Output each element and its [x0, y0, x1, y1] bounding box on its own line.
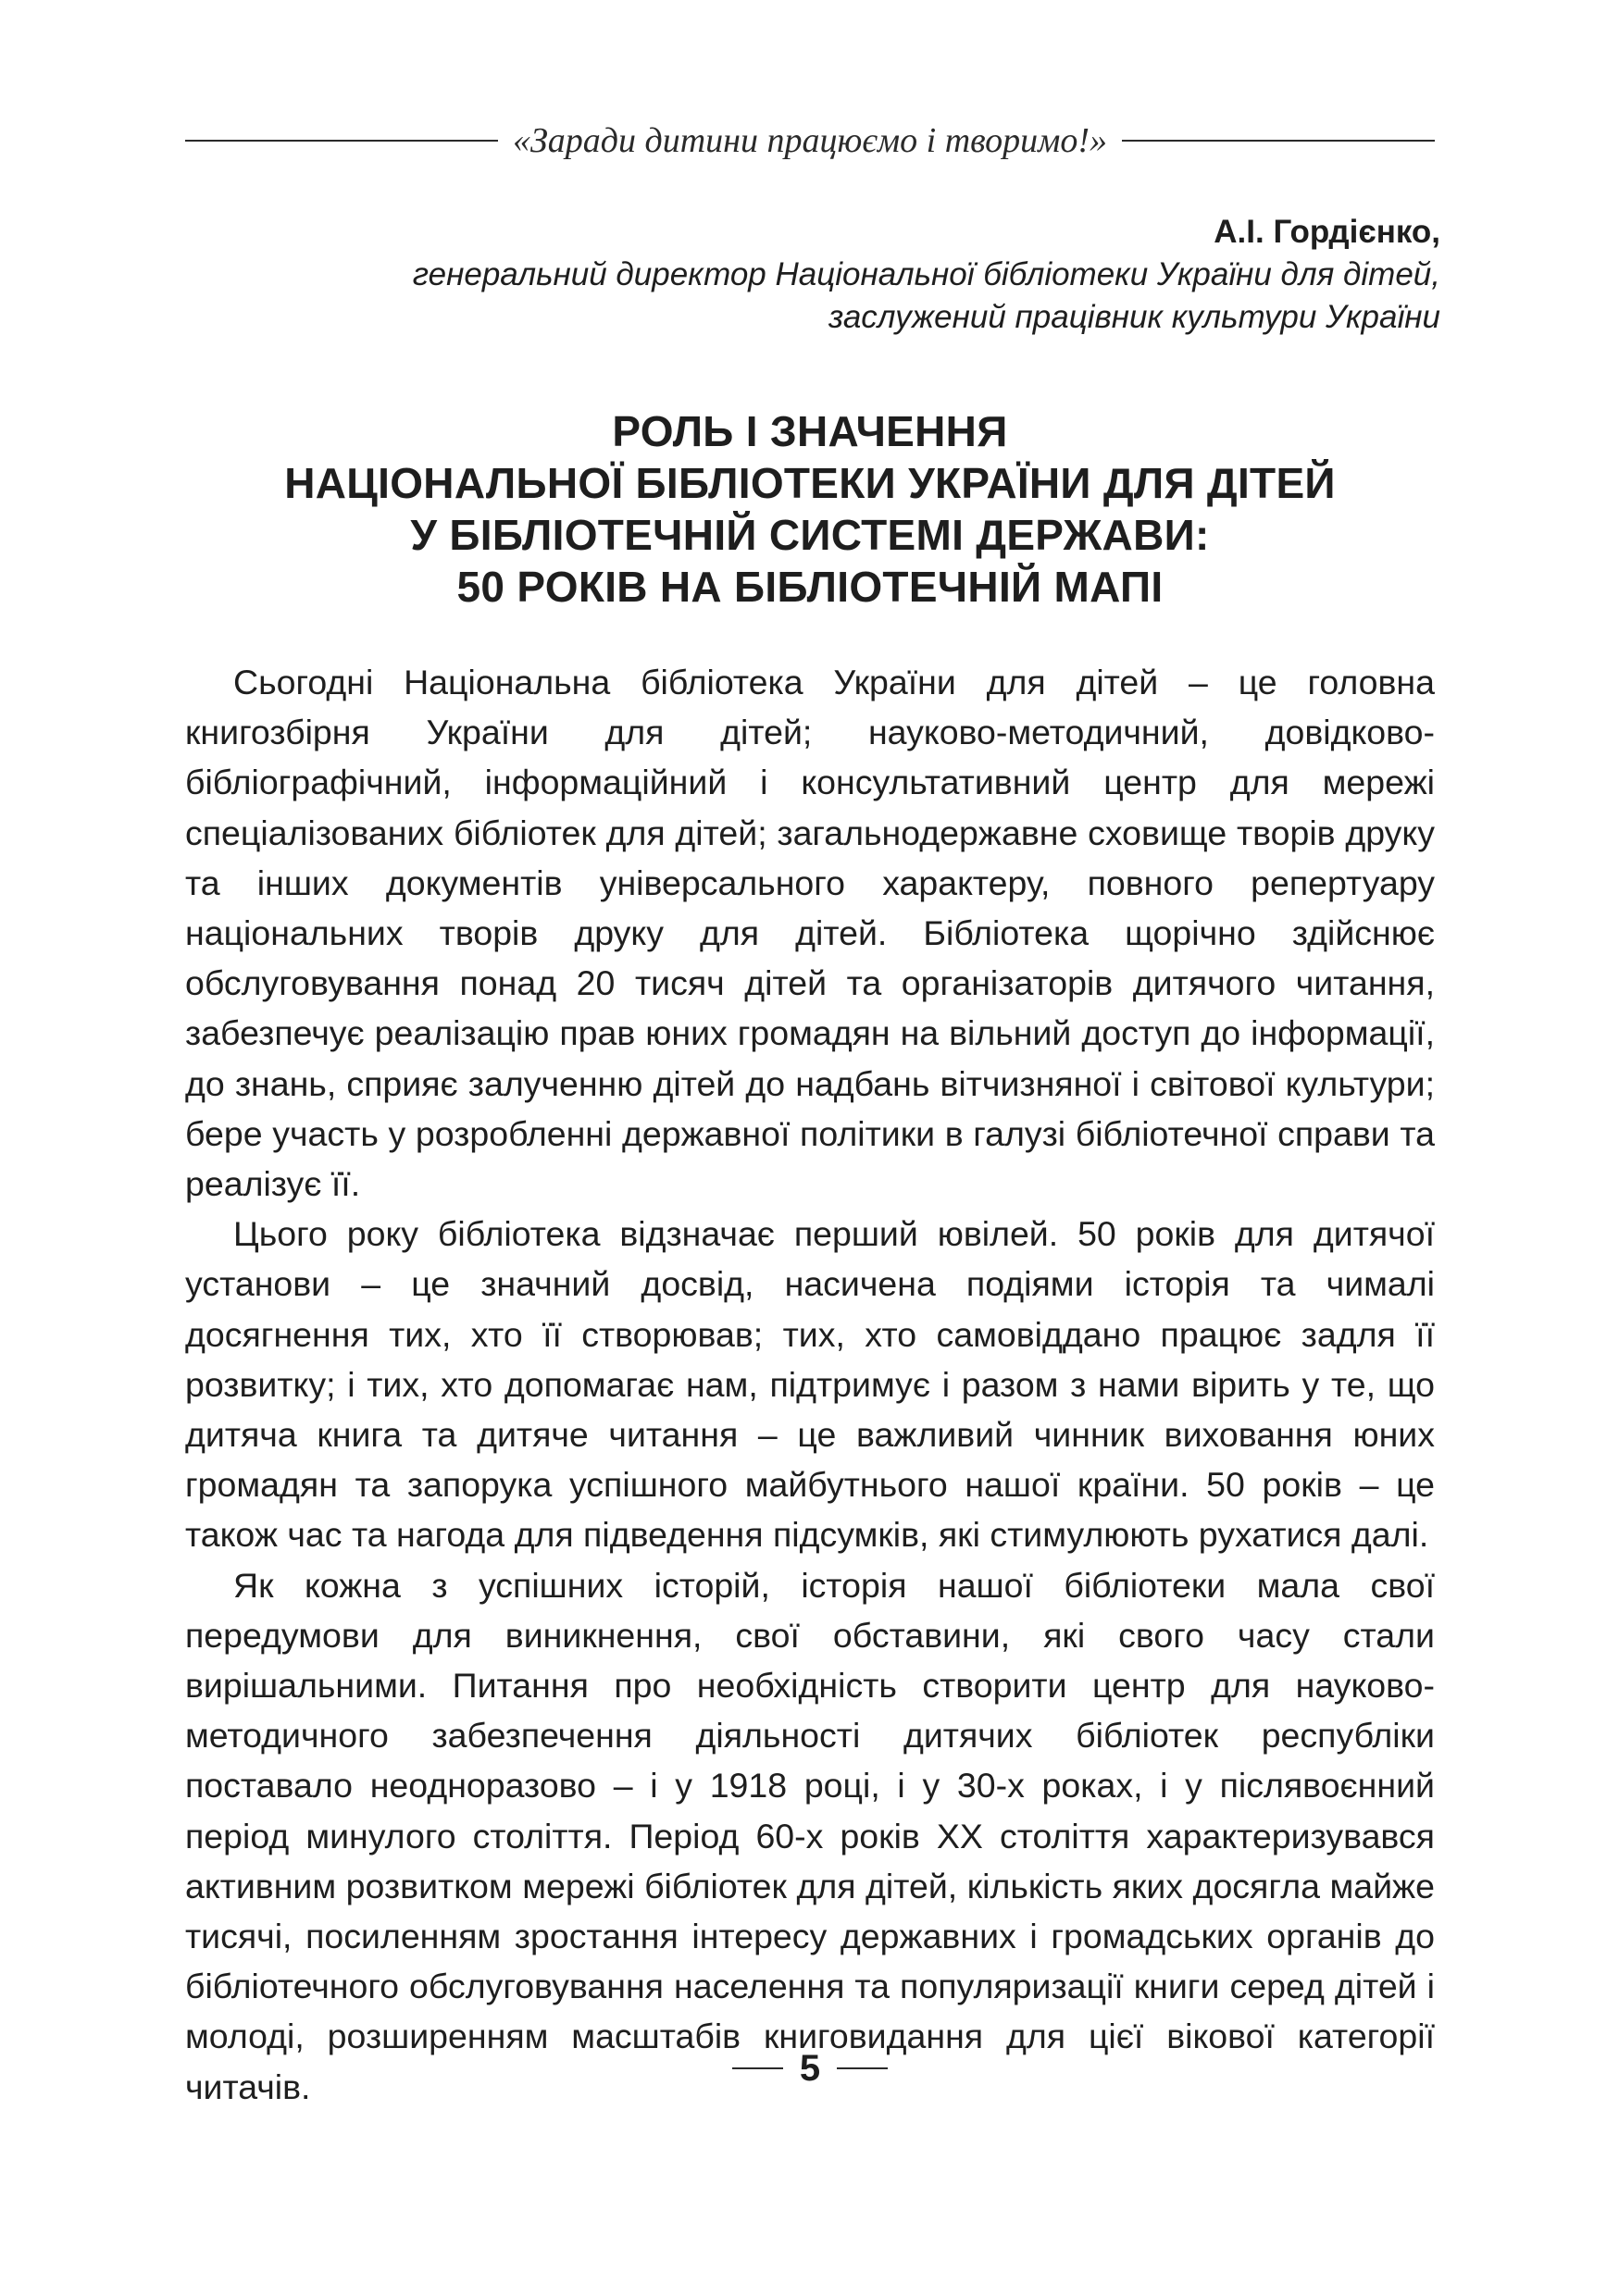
header-rule-left	[185, 140, 498, 142]
page-footer	[722, 2045, 898, 2091]
title-line-1: РОЛЬ І ЗНАЧЕННЯ	[612, 407, 1008, 455]
article-title	[185, 405, 1435, 613]
body-paragraph-3: Як кожна з успішних історій, історія нашої бібліотеки мала свої передумови для виникнення, свої обставини, які свого часу стали вирішальними. Питання про необхідність створити центр для науково-методичного забезпечення діяльності дитячих бібліотек республіки поставало неодноразово – і у 1918 році, і у 30-х роках, і у післявоєнний період минулого століття. Період 60-х років XX століття характеризувався активним розвитком мережі бібліотек для дітей, кількість яких досягла майже тисячі, посиленням зростання інтересу державних і громадських органів до бібліотечного обслуговування населення та популяризації книги серед дітей і молоді, розширенням масштабів книговидання для цієї вікової категорії читачів.	[185, 1565, 1435, 2106]
body-paragraph-1: Сьогодні Національна бібліотека України для дітей – це головна книгозбірня України для дітей; науково-методичний, довідково-бібліографічний, інформаційний і консультативний центр для мережі спеціалізованих бібліотек для дітей; загальнодержавне сховище творів друку та інших документів універсального характеру, повного репертуару національних творів друку для дітей. Бібліотека щорічно здійснює обслуговування понад 20 тисяч дітей та організаторів дитячого читання, забезпечує реалізацію прав юних громадян на вільний доступ до інформації, до знань, сприяє залученню дітей до надбань вітчизняної і світової культури; бере участь у розробленні державної політики в галузі бібліотечної справи та реалізує її.	[185, 663, 1435, 1204]
author-role-line-2: заслужений працівник культури України	[828, 299, 1440, 335]
title-line-2: НАЦІОНАЛЬНОЇ БІБЛІОТЕКИ УКРАЇНИ ДЛЯ ДІТЕЙ	[284, 459, 1336, 507]
page-number: 5	[799, 2047, 821, 2089]
header-rule-right	[1122, 140, 1435, 142]
footer-rule-left	[732, 2067, 783, 2069]
body-paragraph-2: Цього року бібліотека відзначає перший ювілей. 50 років для дитячої установи – це значний досвід, насичена подіями історія та чималі досягнення тих, хто її створював; тих, хто самовіддано працює задля її розвитку; і тих, хто допомагає нам, підтримує і разом з нами вірить у те, що дитяча книга та дитяче читання – це важливий чинник виховання юних громадян та запорука успішного майбутнього нашої країни. 50 років – це також час та нагода для підведення підсумків, які стимулюють рухатися далі.	[185, 1214, 1435, 1555]
title-line-4: 50 РОКІВ НА БІБЛІОТЕЧНІЙ МАПІ	[456, 563, 1164, 611]
author-block	[237, 211, 1440, 339]
footer-rule-right	[837, 2067, 888, 2069]
article-body	[185, 657, 1435, 2112]
author-name: А.І. Гордієнко,	[1214, 214, 1440, 250]
title-line-3: У БІБЛІОТЕЧНІЙ СИСТЕМІ ДЕРЖАВИ:	[410, 511, 1210, 559]
author-role-line-1: генеральний директор Національної бібліотеки України для дітей,	[412, 256, 1440, 292]
running-header	[185, 113, 1435, 168]
header-motto: «Заради дитини працюємо і творимо!»	[512, 121, 1108, 160]
